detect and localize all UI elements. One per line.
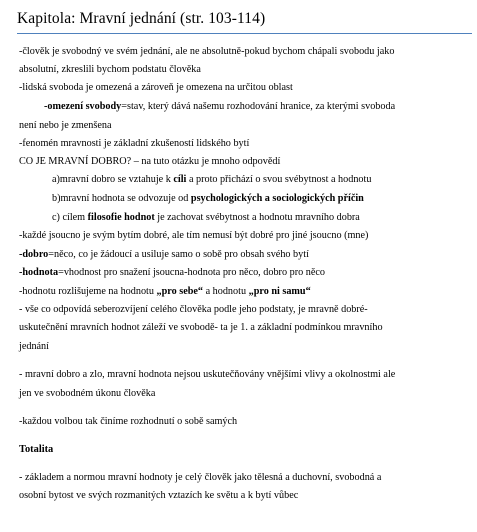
text-span: a)mravní dobro se vztahuje k	[52, 174, 174, 185]
text-span: c) cílem	[52, 212, 88, 223]
text-line: CO JE MRAVNÍ DOBRO? – na tuto otázku je mnoho odpovědí	[19, 156, 281, 167]
bold-term: -omezení svobody	[44, 101, 122, 112]
text-line: osobní bytost ve svých rozmanitých vztazích ke světu a k bytí vůbec	[19, 490, 299, 501]
text-span: b)mravní hodnota se odvozuje od	[52, 193, 191, 204]
text-line	[52, 212, 360, 224]
text-line: - základem a normou mravní hodnoty je celý člověk jako tělesná a duchovní, svobodná a	[19, 472, 382, 483]
text-span: je zachovat svébytnost a hodnotu mravního dobra	[154, 212, 360, 223]
bold-term: cíli	[173, 174, 187, 185]
bold-term: psychologických a sociologických příčin	[190, 193, 364, 204]
text-line	[19, 286, 311, 298]
section-heading: Totalita	[19, 444, 54, 455]
text-line: -lidská svoboda je omezená a zároveň je omezena na určitou oblast	[19, 82, 293, 93]
title-underline	[17, 33, 472, 34]
page-title: Kapitola: Mravní jednání (str. 103-114)	[17, 10, 266, 27]
text-span: a proto přichází o svou svébytnost a hodnotu	[186, 174, 372, 185]
text-line: jen ve svobodném úkonu člověka	[19, 388, 156, 399]
text-span: =něco, co je žádoucí a usiluje samo o sobě pro obsah svého bytí	[48, 249, 309, 260]
text-line: -fenomén mravnosti je základní zkušeností lidského bytí	[19, 138, 250, 149]
bold-term: -dobro	[19, 249, 49, 260]
text-line: uskutečnění mravních hodnot záleží ve svobodě- ta je 1. a základní podmínkou mravního	[19, 322, 383, 333]
text-line	[19, 267, 325, 279]
text-line: není nebo je zmenšena	[19, 120, 112, 131]
text-line: -každou volbou tak činíme rozhodnutí o sobě samých	[19, 416, 238, 427]
text-line: - vše co odpovídá seberozvíjení celého člověka podle jeho podstaty, je mravně dobré-	[19, 304, 368, 315]
text-line: jednání	[19, 341, 49, 352]
text-span: =vhodnost pro snažení jsoucna-hodnota pro něco, dobro pro něco	[58, 267, 325, 278]
text-line: -každé jsoucno je svým bytím dobré, ale tím nemusí být dobré pro jiné jsoucno (mne)	[19, 230, 369, 241]
text-line	[44, 101, 395, 113]
text-line: - mravní dobro a zlo, mravní hodnota nejsou uskutečňovány vnějšími vlivy a okolnostmi ale	[19, 369, 396, 380]
text-line: -člověk je svobodný ve svém jednání, ale ne absolutně-pokud bychom chápali svobodu jako	[19, 46, 395, 57]
text-line	[52, 193, 364, 205]
bold-term: -hodnota	[19, 267, 59, 278]
text-span: =stav, který dává našemu rozhodování hranice, za kterými svoboda	[121, 101, 396, 112]
bold-term: „pro sebe“	[156, 286, 204, 297]
text-line	[19, 249, 309, 261]
text-line: absolutní, zkreslili bychom podstatu člověka	[19, 64, 201, 75]
text-span: a hodnotu	[203, 286, 249, 297]
bold-term: filosofie hodnot	[87, 212, 155, 223]
text-line	[52, 174, 371, 186]
text-span: -hodnotu rozlišujeme na hodnotu	[19, 286, 157, 297]
bold-term: „pro ni samu“	[248, 286, 311, 297]
